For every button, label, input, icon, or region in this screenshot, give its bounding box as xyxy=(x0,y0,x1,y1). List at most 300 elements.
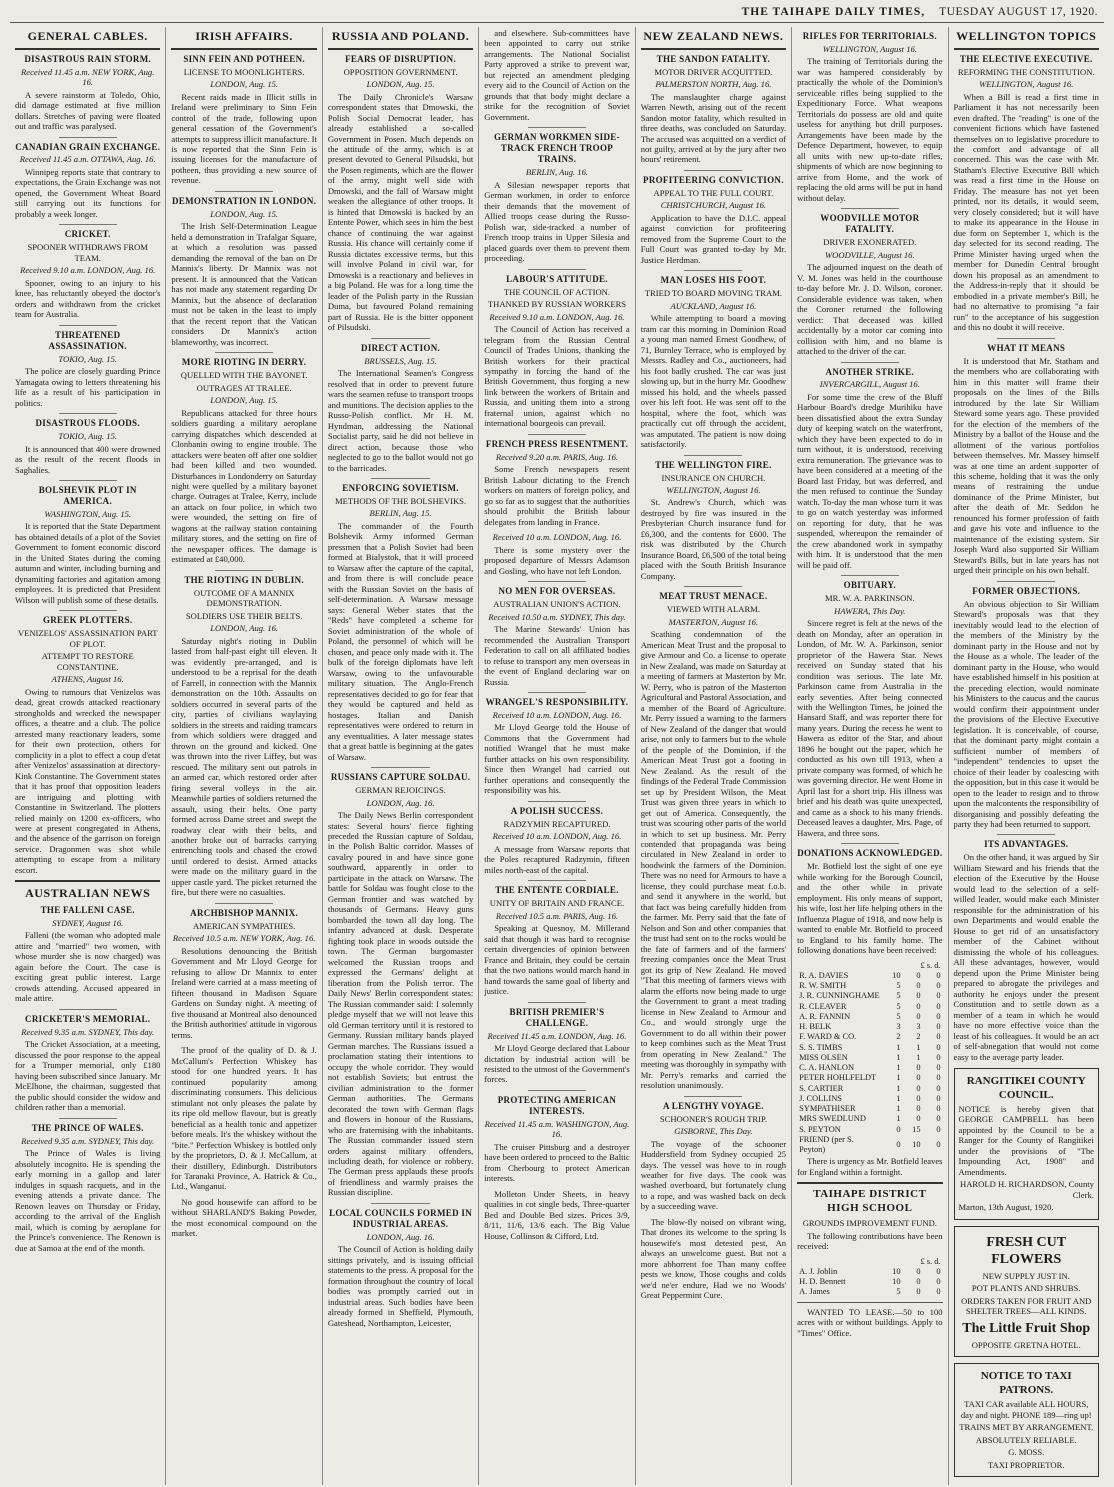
divider xyxy=(171,48,316,50)
donations-currency-header: £ s. d. xyxy=(920,960,941,970)
amount-shillings: 0 xyxy=(916,1114,921,1124)
donor-name: MRS SWEDLUND xyxy=(799,1114,866,1124)
story-dateline: Received 10 a.m. LONDON, Aug. 16. xyxy=(492,532,622,543)
story-body: On the other hand, it was argued by Sir William Steward and his friends that the election of the Executive by the House would lead to the selection of a self-willed leader, would make each Minister responsible for the administration of his own Departments and would enable the House to get rid of an unsatisfactory member of the Cabinet without dismissing the whole of his colleagues. All these advantages, however, would depend upon the Prime Minister being prepared to abrogate the privileges and authority he enjoys under the present Constitution and to settle down as a member of a team in which he would have no more effective voice than the least of his colleagues. It would be an act of self-abnegation that would not come easy to the average party leader. xyxy=(953,852,1099,1062)
council-notice-title: RANGITIKEI COUNTY COUNCIL. xyxy=(966,1075,1086,1101)
story xyxy=(484,532,629,576)
amount-pence: 0 xyxy=(936,1124,941,1134)
flowers-ad xyxy=(954,1226,1099,1358)
story-subheadline: OUTCOME OF A MANNIX DEMONSTRATION. xyxy=(193,587,295,609)
story-divider xyxy=(528,269,586,270)
story-headline: FRENCH PRESS RESENTMENT. xyxy=(485,438,629,449)
story-headline: THE SANDON FATALITY. xyxy=(656,53,771,64)
story-body: The Cricket Association, at a meeting, discussed the poor response to the appeal for a Trumper memorial, only £180 having been subscribed since January. Mr McElhone, the chairman, suggested that the public should consider the widow and children rather than a memorial. xyxy=(15,1039,161,1113)
amount-pounds: 1 xyxy=(896,1114,901,1124)
story-headline: FORMER OBJECTIONS. xyxy=(972,585,1081,596)
story xyxy=(171,1197,316,1239)
council-notice xyxy=(954,1068,1099,1220)
story xyxy=(484,434,629,527)
story-headline: THE ELECTIVE EXECUTIVE. xyxy=(959,53,1093,64)
story-subheadline: LICENSE TO MOONLIGHTERS. xyxy=(183,66,305,77)
story-headline: CRICKETER'S MEMORIAL. xyxy=(25,1013,151,1024)
story-dateline: PALMERSTON NORTH, Aug. 16. xyxy=(655,79,772,90)
divider xyxy=(15,48,160,50)
story-body: Saturday night's rioting in Dublin lasted from half-past eight till eleven. It was evidently pre-arranged, and is understood to be a reprisal for the death of Farrell, in connection with the Mannix demonstration on the 10th. Assaults on soldiers occurred in several parts of the city, parties of civilians waylaying soldiers in the streets and raiding tramcars from which soldiers were dragged and thrown on the ground and kicked. One was thrown into the river Liffey, but was rescued. The military sent out patrols in an armed car, which restored order after firing several volleys in the air. Meanwhile parties of soldiers returned the assault, using their belts. One party formed across Dame street and swept the roadway clear with their belts, and another broke out of barracks carrying entrenching tools and chased the crowd until ordered to desist. Armed attacks were made on the military guard in the upper castle yard. The picket returned the fire, but there were no casualties. xyxy=(171,635,317,898)
amount-pence: 0 xyxy=(936,970,941,980)
story-divider xyxy=(684,1096,742,1097)
story-divider xyxy=(528,692,586,693)
story-divider xyxy=(59,413,117,414)
columns xyxy=(10,27,1104,1485)
column-general-cables xyxy=(10,27,166,1485)
story xyxy=(15,325,160,408)
story-dateline: LONDON, Aug. 15. xyxy=(210,208,279,219)
story-subheadline: THE COUNCIL OF ACTION. xyxy=(503,286,611,297)
amount-shillings: 0 xyxy=(916,991,921,1001)
school-fund-table xyxy=(797,1257,942,1298)
donor-name: J. R. CUNNINGHAME xyxy=(799,991,880,1001)
story xyxy=(641,1217,786,1301)
story-headline: MEAT TRUST MENACE. xyxy=(659,591,768,602)
story xyxy=(797,843,942,955)
story-body: The voyage of the schooner Huddersfield from Sydney occupied 25 days. The vessel was hove to in rough weather for five days. The cook was washed overboard, but fortunately clung to a rope, and was washed back on deck by a succeeding wave. xyxy=(640,1138,787,1212)
story xyxy=(641,270,786,449)
story-headline: WRANGEL'S RESPONSIBILITY. xyxy=(485,697,629,708)
story-subheadline: RADZYMIN RECAPTURED. xyxy=(503,818,611,829)
donation-row xyxy=(797,1012,942,1022)
story-dateline: CHRISTCHURCH, August 16. xyxy=(660,200,767,211)
amount-shillings: 15 xyxy=(912,1124,921,1134)
story-body: When a Bill is read a first time in Parliament it has not necessarily been even drafted. The "reading" is one of the convenient fictions which have fastened themselves on to legislative procedure to the comfort and advantage of all concerned. This was the case with Mr. Statham's Elective Executive Bill which was read a first time in the House on Friday. The measure has not yet been printed, nor its details, it would seem, very closely considered; but it will have to make its appearance in the House in due form on September 1, which is the day selected for its second reading. The Prime Minister having urged when the member for Dunedin Central brought down his proposal as an amendment to the Address-in-reply that it should be embodied in a private member's Bill, he had no alternative to promising "a fair run" to the acceptance of his suggestion and this no doubt it will receive. xyxy=(953,91,1099,333)
story-headline: THE ENTENTE CORDIALE. xyxy=(495,885,619,896)
story-divider xyxy=(997,834,1055,835)
story-dateline: Received 9.10 a.m. LONDON, Aug. 16. xyxy=(489,311,625,322)
story-body: Resolutions denouncing the British Government and Mr Lloyd George for refusing to allow Dr Mannix to enter Ireland were carried at a mass meeting of fifteen thousand in Madison Square Gardens on Sunday night. A meeting of five thousand at Montreal also denounced the British authorities' attitude in vigorous terms. xyxy=(171,945,317,1040)
donation-row xyxy=(797,1063,942,1073)
story-body: It is reported that the State Department has obtained details of a plot of the Soviet Government to foment economic discord in the United States during the coming autumn and winter, including burning and dynamiting factories and agitation among employees. It is predicted that President Wilson will publish some of these details. xyxy=(15,521,161,605)
amount-pounds: 10 xyxy=(892,1266,901,1276)
amount-shillings: 0 xyxy=(916,1104,921,1114)
taxi-ad-title: NOTICE TO TAXI PATRONS. xyxy=(980,1370,1072,1396)
divider xyxy=(954,48,1099,50)
story-divider xyxy=(528,581,586,582)
story-subheadline: DRIVER EXONERATED. xyxy=(823,237,917,248)
taxi-ad-line: TAXI PROPRIETOR. xyxy=(987,1459,1065,1470)
amount-pence: 0 xyxy=(936,1032,941,1042)
story-body: Scathing condemnation of the American Meat Trust and the proposal to give Armour and Co. a license to operate in New Zealand, was made on Saturday at a meeting of farmers at Masterton by Mr. W. Perry, who is patron of the Masterton Agricultural and Pastoral Association, and a member of the Board of Agriculture. Mr. Perry issued a warning to the farmers of New Zealand of the danger that would arise, not only to farmers but to the whole of the people of the Dominion, if the American Meat Trust got a footing in New Zealand. As the result of the findings of the Federal Trade Commission set up by President Wilson, the Meat Trust was given three years in which to get out of America. Consequently, the trust was scouring other parts of the world in which to set up business. Mr. Perry contended that propaganda was being circulated in New Zealand in order to hoodwink the farmers of the Dominion. There was no need for Armours to have a license, they could purchase meat f.o.b. and send it anywhere in the world, but that fact was being carefully hidden from the farmer. Mr. Perry said that the fate of Nelson and Son and other companies that the trust had sent on to the rocks would be the fate of farmers and of the farmers' freezing companies once the Meat Trust got its grip of New Zealand. He moved "That this meeting of farmers views with alarm the efforts now being made to urge the Government to grant a meat trading license in New Zealand to Armour and Co., and would strongly urge the Government to do all within their power to keep combines such as the Meat Trust from operating in New Zealand." The meeting was thoroughly in sympathy with Mr. Perry's remarks and carried the resolution unanimously. xyxy=(640,629,787,1091)
story xyxy=(954,54,1099,333)
council-notice-date: Marton, 13th August, 1920. xyxy=(958,1202,1054,1213)
story-headline: DIRECT ACTION. xyxy=(361,342,441,353)
donations-header-row xyxy=(797,961,942,971)
story-dateline: WASHINGTON, Aug. 15. xyxy=(44,508,132,519)
story-dateline: Received 11.45 a.m. NEW YORK, Aug. 16. xyxy=(21,66,155,88)
story-subheadline: AUSTRALIAN UNION'S ACTION. xyxy=(493,599,621,610)
amount-pounds: 1 xyxy=(896,1073,901,1083)
amount-pounds: 5 xyxy=(896,1001,901,1011)
taxi-ad-line: TRAINS MET BY ARRANGEMENT. xyxy=(959,1422,1094,1433)
story-body: Owing to rumours that Venizelos was dead, great crowds attacked reactionary strongholds and wrecked the newspaper offices, a theatre and a club. The police arrested many reactionary leaders, some for their own protection, others for complicity in a plot to effect a coup d'etat after Venizelos' assassination at directory-Kink Constantine. The Government states that it has proof that opposition leaders are intriguing and plotting with Constantine in Switzerland. The plotters relied mainly on 1200 ex-officers, who were at present congregated in Athens, and the absence of the garrison on foreign service. Dragonmen was shot while attempting to escape from a military escort. xyxy=(15,686,161,875)
amount-shillings: 0 xyxy=(916,1277,921,1287)
taxi-ad-line: G. MOSS. xyxy=(1008,1447,1045,1458)
story-subheadline: APPEAL TO THE FULL COURT. xyxy=(653,187,774,198)
donor-name: A. R. FANNIN xyxy=(799,1011,851,1021)
story-dateline: HAWERA, This Day. xyxy=(834,605,906,616)
amount-pounds: 1 xyxy=(896,1052,901,1062)
story-body: A message from Warsaw reports that the Poles recaptured Radzymin, fifteen miles north-east of the capital. xyxy=(484,843,630,875)
story-body: Mr Lloyd George told the House of Commons that the Government had notified Wrangel that he must make further attacks on his own responsibility. Since then Wrangel had carried out further operations and consequently the responsibility was his. xyxy=(484,722,630,796)
story-subheadline: OPPOSITION GOVERNMENT. xyxy=(343,66,458,77)
story-headline: ITS ADVANTAGES. xyxy=(984,839,1069,850)
story-divider xyxy=(215,903,273,904)
amount-pence: 0 xyxy=(936,1052,941,1062)
amount-pence: 0 xyxy=(936,1001,941,1011)
story-dateline: TOKIO, Aug. 15. xyxy=(58,353,118,364)
story-dateline: WELLINGTON, August 16. xyxy=(666,485,761,495)
story-body: The Council of Action is holding daily sittings privately, and is issuing official statements to the press. A proposal for the formation throughout the country of local bodies was promptly carried out in industrial areas. Such bodies have been already formed in Sheffield, Plymouth, Gateshead, Northampton, Leicester, xyxy=(327,1244,474,1328)
amount-shillings: 0 xyxy=(916,1266,921,1276)
story xyxy=(171,903,316,1040)
donations-table xyxy=(797,961,942,1156)
taxi-ad-line: ABSOLUTELY RELIABLE. xyxy=(975,1434,1077,1445)
amount-pence: 0 xyxy=(936,1073,941,1083)
amount-shillings: 0 xyxy=(916,1287,921,1297)
story-divider xyxy=(371,1203,429,1204)
story-dateline: INVERCARGILL, August 16. xyxy=(819,379,920,390)
story-body: There is some mystery over the proposed departure of Messrs Adamson and Gosling, who have not left London. xyxy=(484,544,630,576)
donation-row xyxy=(797,1267,942,1277)
column-new-zealand-news xyxy=(636,27,792,1485)
story-list xyxy=(171,54,316,1239)
amount-pounds: 2 xyxy=(896,1032,901,1042)
amount-pounds: 1 xyxy=(896,1104,901,1114)
amount-pence: 0 xyxy=(936,1011,941,1021)
amount-pence: 0 xyxy=(936,1277,941,1287)
story-body: The Daily Chronicle's Warsaw correspondent states that Dmowski, the Polish Social Democrat leader, has already established a so-called Government in Posen. Much depends on the attitude of the army, which is at present devoted to General Pilsudski, but the Posen regiments, which are the flower of the army, might well side with Dmowski, and the fall of Warsaw might weaken the allegiance of other troops. It is hinted that Dmowski is backed by an Entente Power, which sees in him the best chance of continuing the war against Russia. His chance will certainly come if Russia dictates excessive terms, but this will involve Poland in civil war, for Dmowski is a reactionary and believes in a big Poland. He was for a long time the leader of the Polish party in the Russian Duma, but favoured Poland remaining part of Russia. He is the bitter opponent of Pilsudski. xyxy=(327,91,474,333)
column-russia-poland xyxy=(323,27,479,1485)
amount-pence: 0 xyxy=(936,991,941,1001)
story-divider xyxy=(59,137,117,138)
donations-body xyxy=(797,971,942,1156)
story-dateline: LONDON, Aug. 15. xyxy=(210,395,279,406)
donation-row xyxy=(797,1135,942,1156)
story-subheadline: AMERICAN SYMPATHIES. xyxy=(192,920,296,931)
story xyxy=(641,54,786,165)
story-subheadline: MOTOR DRIVER ACQUITTED. xyxy=(654,66,773,77)
story xyxy=(15,224,160,319)
story-body: St. Andrew's Church, which was destroyed by fire was insured in the Presbyterian Church insurance fund for £6,300, and the contents for £600. The risk was distributed by the Church Insurance Board, £6,500 of the total being placed with the South British Insurance Company. xyxy=(640,497,787,581)
story-divider xyxy=(528,880,586,881)
story-list xyxy=(15,54,160,876)
amount-shillings: 0 xyxy=(916,1011,921,1021)
donor-name: R. W. SMITH xyxy=(799,981,847,991)
story-body: Sincere regret is felt at the news of the death on Monday, after an operation in London, of Mr. W. A. Parkinson, senior proprietor of the Hawera Star. News received on Sunday stated that his condition was serious. The late Mr. Parkinson came from Australia in the early seventies. After being connected with the Wellington Times, he joined the Hansard Staff, and was reporter there for many years. During the recess he went to Hawera as editor of the Star, and about 1896 he bought out the paper, which he conducted as his own till 1913, when a private company was formed, of which he was governing director. He went Home in April last for a short trip. His illness was brief and his death was quite unexpected, and came as a shock to his many friends. Deceased leaves a daughter, Mrs. Page, of Hawera, and three sons. xyxy=(797,618,943,838)
story-divider xyxy=(59,1118,117,1119)
story xyxy=(641,170,786,265)
story xyxy=(484,801,629,875)
amount-pounds: 0 xyxy=(896,1124,901,1134)
donation-row xyxy=(797,981,942,991)
story-body: Speaking at Quesnoy, M. Millerand said that though it was hard to recognise certain divergencies of opinion between France and Britain, they could be certain that the two nations would march hand in hand towards the same goal of liberty and justice. xyxy=(484,923,630,997)
story-subheadline: VENIZELOS' ASSASSINATION PART OF PLOT. xyxy=(17,628,158,649)
amount-pence: 0 xyxy=(936,1266,941,1276)
donation-row xyxy=(797,1094,942,1104)
story-headline: MORE RIOTING IN DERRY. xyxy=(181,357,307,368)
amount-pounds: 5 xyxy=(896,991,901,1001)
story xyxy=(328,1203,473,1328)
story-subheadline: SPOONER WITHDRAWS FROM TEAM. xyxy=(27,242,148,263)
flowers-ad-line: NEW SUPPLY JUST IN. xyxy=(982,1270,1070,1281)
story-body: Winnipeg reports state that contrary to expectations, the Grain Exchange was not opened, the Government Wheat Board still carrying out its functions for probably a week longer. xyxy=(15,166,161,219)
story xyxy=(484,1189,629,1241)
story-subheadline: MR. W. A. PARKINSON. xyxy=(824,593,915,604)
school-fund-header-row xyxy=(797,1257,942,1267)
story-divider xyxy=(371,767,429,768)
story-body: The police are closely guarding Prince Yamagata owing to letters threatening his life as a result of his participation in politics. xyxy=(15,366,161,408)
story-body: Molleton Under Sheets, in heavy qualities in cot single beds, Three-quarter Bed and Double Bed sizes. Prices 3/9, 8/11, 11/6, 13/6 each. The Big Value House, Collinson & Cifford, Ltd. xyxy=(484,1188,630,1241)
donor-name: H. D. Bennett xyxy=(799,1277,846,1287)
story xyxy=(484,269,629,429)
story-body: While attempting to board a moving tram car this morning in Dominion Road a young man named Ernest Goodhew, of 71, Burnley Terrace, who is employed by Messrs. Radley and Co., auctioneers, had his foot badly crushed. The car was just slowing up, but in the hurry Mr. Goodhew missed his hold, and the wheels passed over his left foot. He was sent off to the hospital, where the foot, which was practically cut off through the accident, was amputated. The patient is now doing satisfactorily. xyxy=(640,313,787,450)
council-notice-body: NOTICE is hereby given that GEORGE CAMPBELL has been appointed by the Council to be a Ranger for the County of Rangitikei under the provisions of "The Impounding Act, 1908" and Amendments. xyxy=(958,1103,1094,1177)
flowers-ad-line: POT PLANTS AND SHRUBS. xyxy=(971,1283,1081,1294)
story xyxy=(954,834,1099,1062)
story-divider xyxy=(528,1090,586,1091)
school-fund-title: TAIHAPE DISTRICT HIGH SCHOOL xyxy=(813,1188,927,1214)
taxi-ad-line: TAXI CAR available ALL HOURS, day and night. PHONE 189—ring up! xyxy=(960,1399,1092,1420)
story xyxy=(484,1090,629,1184)
story xyxy=(797,208,942,356)
donor-name: A. J. Joblin xyxy=(799,1266,838,1276)
taxi-ad xyxy=(954,1363,1099,1477)
story-divider xyxy=(59,1009,117,1010)
donation-row xyxy=(797,1114,942,1124)
story xyxy=(15,905,160,1004)
story-dateline: Received 9.10 a.m. LONDON, Aug. 16. xyxy=(20,265,156,276)
school-fund-intro: The following contributions have been received: xyxy=(797,1230,943,1252)
story-body: Some French newspapers resent British Labour dictating to the French workers on matters of foreign policy, and go so far as to suggest that the authorities should prohibit the British labour delegates from landing in France. xyxy=(484,464,630,527)
story xyxy=(328,54,473,333)
story-dateline: Received 9.20 a.m. PARIS, Aug. 16. xyxy=(495,451,619,462)
flowers-ad-title: FRESH CUT FLOWERS xyxy=(986,1234,1067,1267)
story-body: Republicans attacked for three hours soldiers guarding a military aeroplane carrying dispatches which descended at Clonbanin owing to engine trouble. The attackers were beaten off after one soldier had been killed and two wounded. Disturbances in Londonderry on Saturday night were quelled by a military bayonet charge. Outrages at Tralee, Kerry, include an attack on four police, in which two were wounded, the setting on fire of wagons at the railway station containing military stores, and the setting on fire of the newspaper offices. The damage is estimated at £40,000. xyxy=(171,407,317,565)
amount-shillings: 0 xyxy=(916,1083,921,1093)
story-dateline: AUCKLAND, August 16. xyxy=(670,300,757,311)
section-title: NEW ZEALAND NEWS. xyxy=(643,29,784,43)
story-divider xyxy=(684,455,742,456)
amount-pounds: 5 xyxy=(896,1287,901,1297)
school-fund-body xyxy=(797,1267,942,1298)
story-headline: LABOUR'S ATTITUDE. xyxy=(506,273,608,284)
story-body: For some time the crew of the Bluff Harbour Board's dredge Murihiku have been dissatisfied about the extra Sunday duty of keeping watch on the waterfront, which they have been expected to do in turn without, it is understood, receiving extra remuneration. The grievance was to have been considered at a meeting of the Board last Friday, but was deferred, and the men refused to continue the Sunday watch. To-day the man whose turn it was to go on watch yesterday was informed on reporting for duty, that he was suspended, whereupon the remainder of the crew abandoned work in sympathy with him. It is understood that the men will be paid off. xyxy=(797,391,943,570)
story xyxy=(171,1045,316,1192)
story-subheadline: TRIED TO BOARD MOVING TRAM. xyxy=(644,288,783,299)
story-headline: LOCAL COUNCILS FORMED IN INDUSTRIAL AREAS. xyxy=(329,1207,473,1229)
story-dateline: ATHENS, August 16. xyxy=(51,674,124,685)
donation-row xyxy=(797,1104,942,1114)
story-headline: NO MEN FOR OVERSEAS. xyxy=(498,586,616,597)
story xyxy=(171,352,316,565)
story xyxy=(641,455,786,582)
section-title: RUSSIA AND POLAND. xyxy=(331,29,470,43)
amount-pence: 0 xyxy=(936,1104,941,1114)
story-subheadline: OUTRAGES AT TRALEE. xyxy=(196,382,292,393)
story-headline: THE PRINCE OF WALES. xyxy=(31,1122,144,1133)
donation-row xyxy=(797,1277,942,1287)
story-headline: THE RIOTING IN DUBLIN. xyxy=(184,574,304,585)
story-body: No good housewife can afford to be without SHARLAND'S Baking Powder, the most economical compound on the market. xyxy=(171,1196,317,1239)
story-headline: THREATENED ASSASSINATION. xyxy=(48,329,127,351)
story-body: Application to have the D.I.C. appeal against conviction for profiteering removed from the Supreme Court to the Full Court was granted to-day by Mr. Justice Herdman. xyxy=(640,212,787,265)
donation-row xyxy=(797,1053,942,1063)
story xyxy=(171,570,316,898)
amount-pence: 0 xyxy=(936,1063,941,1073)
story xyxy=(15,137,160,220)
story-divider xyxy=(59,610,117,611)
amount-pence: 0 xyxy=(936,1083,941,1093)
story-dateline: LONDON, Aug. 15. xyxy=(366,79,435,90)
story xyxy=(797,362,942,571)
story-headline: PROTECTING AMERICAN INTERESTS. xyxy=(497,1094,617,1116)
story xyxy=(15,1009,160,1113)
donor-name: FRIEND (per S. Peyton) xyxy=(799,1134,854,1155)
story-body: The Irish Self-Determination League held a demonstration in Trafalgar Square, at which a resolution was passed demanding the removal of the ban on Dr Mannix's liberty. Dr Mannix was not present. It is announced that the Vatican has not made any statement regarding Dr Mannix, but the absence of declaration must not be taken in the least to imply that the recent report that the Vatican considers Dr Mannix's action blameworthy, was incorrect. xyxy=(171,221,317,347)
donor-name: C. A. HANLON xyxy=(799,1063,855,1073)
story-body: Spooner, owing to an injury to his knee, has reluctantly obeyed the doctor's orders and withdrawn from the cricket team for Australia. xyxy=(15,277,161,320)
story xyxy=(171,54,316,186)
story-divider xyxy=(59,224,117,225)
story xyxy=(328,338,473,473)
story-body: Falleni (the woman who adopted male attire and "married" two women, with whose murder she is now charged) was again before the Court. The case is exciting great public interest. Large crowds attending. Accused appeared in male attire. xyxy=(15,930,161,1004)
story-dateline: GISBORNE, This Day. xyxy=(674,1126,753,1137)
donor-name: S. CARTIER xyxy=(799,1083,844,1093)
story-divider xyxy=(841,843,899,844)
amount-pounds: 5 xyxy=(896,981,901,991)
story xyxy=(484,692,629,796)
column-irish-affairs xyxy=(166,27,322,1485)
donor-name: F. WARD & CO. xyxy=(799,1032,857,1042)
story-headline: MAN LOSES HIS FOOT. xyxy=(660,275,767,286)
amount-pence: 0 xyxy=(936,981,941,991)
story-dateline: MASTERTON, August 16. xyxy=(668,616,759,627)
donor-name: S. PEYTON xyxy=(799,1124,841,1134)
story xyxy=(328,478,473,762)
section-title: IRISH AFFAIRS. xyxy=(195,29,293,43)
school-fund-currency-header: £ s. d. xyxy=(920,1256,941,1266)
amount-pounds: 3 xyxy=(896,1022,901,1032)
story-body: The manslaughter charge against Warren Newth, arising out of the recent Sandon motor fatality, which resulted in three deaths, was concluded on Saturday. The accused was acquitted on a verdict of not guilty, arrived at by the jury after two hours' retirement. xyxy=(640,91,787,165)
story-divider xyxy=(684,586,742,587)
story-divider xyxy=(215,352,273,353)
story xyxy=(15,413,160,475)
section-title: AUSTRALIAN NEWS xyxy=(25,886,151,901)
story-divider xyxy=(997,338,1055,339)
story-divider xyxy=(841,208,899,209)
story-headline: ANOTHER STRIKE. xyxy=(825,366,915,377)
story-divider xyxy=(997,581,1055,582)
donor-name: R. CLEAVER xyxy=(799,1001,847,1011)
amount-shillings: 1 xyxy=(916,1042,921,1052)
story xyxy=(797,575,942,838)
amount-pounds: 10 xyxy=(892,1277,901,1287)
donor-name: MISS OLSEN xyxy=(799,1052,848,1062)
story-dateline: Received 11.45 a.m. OTTAWA, Aug. 16. xyxy=(19,154,156,165)
story-dateline: LONDON, Aug. 16. xyxy=(366,1231,435,1242)
story-dateline: LONDON, Aug. 15. xyxy=(210,79,279,90)
donor-name: A. James xyxy=(799,1287,830,1297)
story-body: The Daily News Berlin correspondent states: Several hours' fierce fighting preceded the Russian capture of Soldau, in the Polish Baltic corridor. Masses of cavalry poured in and have since gone southward, apparently in order to participate in the attack on Warsaw. The battle for Soldau was fought close to the German frontier and was watched by thousands of Germans. Heavy guns bombarded the town all day long. The infantry advanced at dusk. Desperate fighting took place in woods outside the town. The German burgomaster welcomed the Russian troops and expressed the Germans' delight at liberation from the Polish terror. The Daily News' Berlin correspondent states: The Russian commander said: I solemnly pledge myself that we will not leave this old German territory until it is restored to Germany. Russian military bands played German marches. The Russians issued a proclamation stating their intentions to occupy the whole corridor. They would not establish Soviets; but entrust the civilian administration to the former German authorities. The Germans decorated the town with German flags and flowers in honour of the Russians, who are fraternising with the inhabitants. The Russian commander issued stern orders against military offenders, including death, for violence or robbery. The German press applauds these proofs of friendliness and warmly praises the Russian discipline. xyxy=(327,810,474,1198)
story-divider xyxy=(528,1002,586,1003)
wanted-ad-text: WANTED TO LEASE.—50 to 100 acres with or without buildings. Apply to "Times" Office. xyxy=(797,1306,943,1338)
story-headline: RIFLES FOR TERRITORIALS. xyxy=(802,31,937,41)
story-headline: WOODVILLE MOTOR FATALITY. xyxy=(820,213,920,235)
story-dateline: BERLIN, Aug. 15. xyxy=(369,508,432,519)
story-headline: BOLSHEVIK PLOT IN AMERICA. xyxy=(38,485,137,506)
story-subheadline: GERMAN REJOICINGS. xyxy=(355,785,446,796)
story-headline: RUSSIANS CAPTURE SOLDAU. xyxy=(330,772,471,783)
column-local-news xyxy=(792,27,948,1485)
donation-row xyxy=(797,1032,942,1042)
story-list xyxy=(15,905,160,1253)
story-body: Mr Lloyd George declared that Labour dictation by industrial action will be resisted to the utmost of the Government's forces. xyxy=(484,1043,630,1085)
divider xyxy=(797,1302,942,1303)
story xyxy=(15,1118,160,1253)
story-subheadline: VIEWED WITH ALARM. xyxy=(666,604,760,615)
story-dateline: WOODVILLE, August 16. xyxy=(825,249,915,260)
story xyxy=(641,1096,786,1212)
story-body: The Prince of Wales is living absolutely incognito. He is spending the early morning in a gallop and later indulges in squash racquets, and in the evening attends a private dance. The Renown leaves on Thursday or Friday, according to the arrival of the English mail, which is coming by aeroplane for the Prince's convenience. The Renown is due at Samoa at the end of the month. xyxy=(15,1148,161,1253)
masthead xyxy=(10,6,1104,23)
story-divider xyxy=(371,338,429,339)
amount-shillings: 0 xyxy=(916,1001,921,1011)
donor-name: PETER HOHLFELDT xyxy=(799,1073,877,1083)
story-list xyxy=(954,54,1099,1063)
amount-shillings: 10 xyxy=(912,1140,921,1149)
story-dateline: WELLINGTON, August 16. xyxy=(979,79,1074,90)
story xyxy=(954,581,1099,830)
flowers-ad-shop: The Little Fruit Shop xyxy=(962,1320,1091,1336)
story-body: The proof of the quality of D. & J. McCallum's Perfection Whiskey has stood for one hundred years. It has continued popularity among discriminating consumers. This delicious stimulant not only pleases the palate by its ripe old mellow flavour, but is greatly beneficial as a health tonic and appetizer before meals. It's the whiskey without the "bite." Perfection Whiskey is bottled only by the proprietors, D. & J. McCallum, at their distillery, Edinburgh. Distributors for Taranaki Province, A. Hatrick & Co., Ltd., Wanganui. xyxy=(171,1045,317,1192)
story-headline: GERMAN WORKMEN SIDE-TRACK FRENCH TROOP TRAINS. xyxy=(494,132,620,165)
section-title: WELLINGTON TOPICS xyxy=(956,29,1097,43)
donation-row xyxy=(797,1022,942,1032)
donor-name: SYMPATHISER xyxy=(799,1104,856,1114)
divider xyxy=(15,880,160,882)
story-list xyxy=(484,28,629,1241)
story-body: Mr. Botfield lost the sight of one eye while working for the Borough Council, and the other while in private employment. His only means of support, his wife, lost her life helping others in the Influenza Plague of 1918, and now help is wanted to enable Mr. Botfield to proceed to England to his family home. The following donations have been received: xyxy=(797,861,943,956)
story-dateline: Received 10 a.m. LONDON, Aug. 16. xyxy=(492,831,622,842)
story-divider xyxy=(59,480,117,481)
amount-pence: 0 xyxy=(936,1140,941,1149)
flowers-ad-line: ORDERS TAKEN FOR FRUIT AND SHELTER TREES—ALL KINDS. xyxy=(961,1295,1092,1317)
story-headline: ENFORCING SOVIETISM. xyxy=(342,483,459,493)
story-subheadline: INSURANCE ON CHURCH. xyxy=(661,472,766,483)
story-subheadline: REFORMING THE CONSTITUTION. xyxy=(957,66,1095,77)
amount-shillings: 3 xyxy=(916,1022,921,1032)
story-subheadline: METHODS OF THE BOLSHEVIKS. xyxy=(334,495,467,506)
story-divider xyxy=(215,570,273,571)
story-headline: WHAT IT MEANS xyxy=(987,342,1066,353)
story-dateline: BRUSSELS, Aug. 15. xyxy=(364,355,437,366)
story-subheadline: SOLDIERS USE THEIR BELTS. xyxy=(185,610,303,621)
donation-row xyxy=(797,971,942,981)
story-divider xyxy=(528,801,586,802)
story-headline: DISASTROUS RAIN STORM. xyxy=(24,53,152,64)
amount-pounds: 1 xyxy=(896,1083,901,1093)
donor-name: S. S. TIMBS xyxy=(799,1042,843,1052)
council-notice-signature: HAROLD H. RICHARDSON, County Clerk. xyxy=(960,1179,1094,1200)
story-headline: FEARS OF DISRUPTION. xyxy=(345,53,457,64)
